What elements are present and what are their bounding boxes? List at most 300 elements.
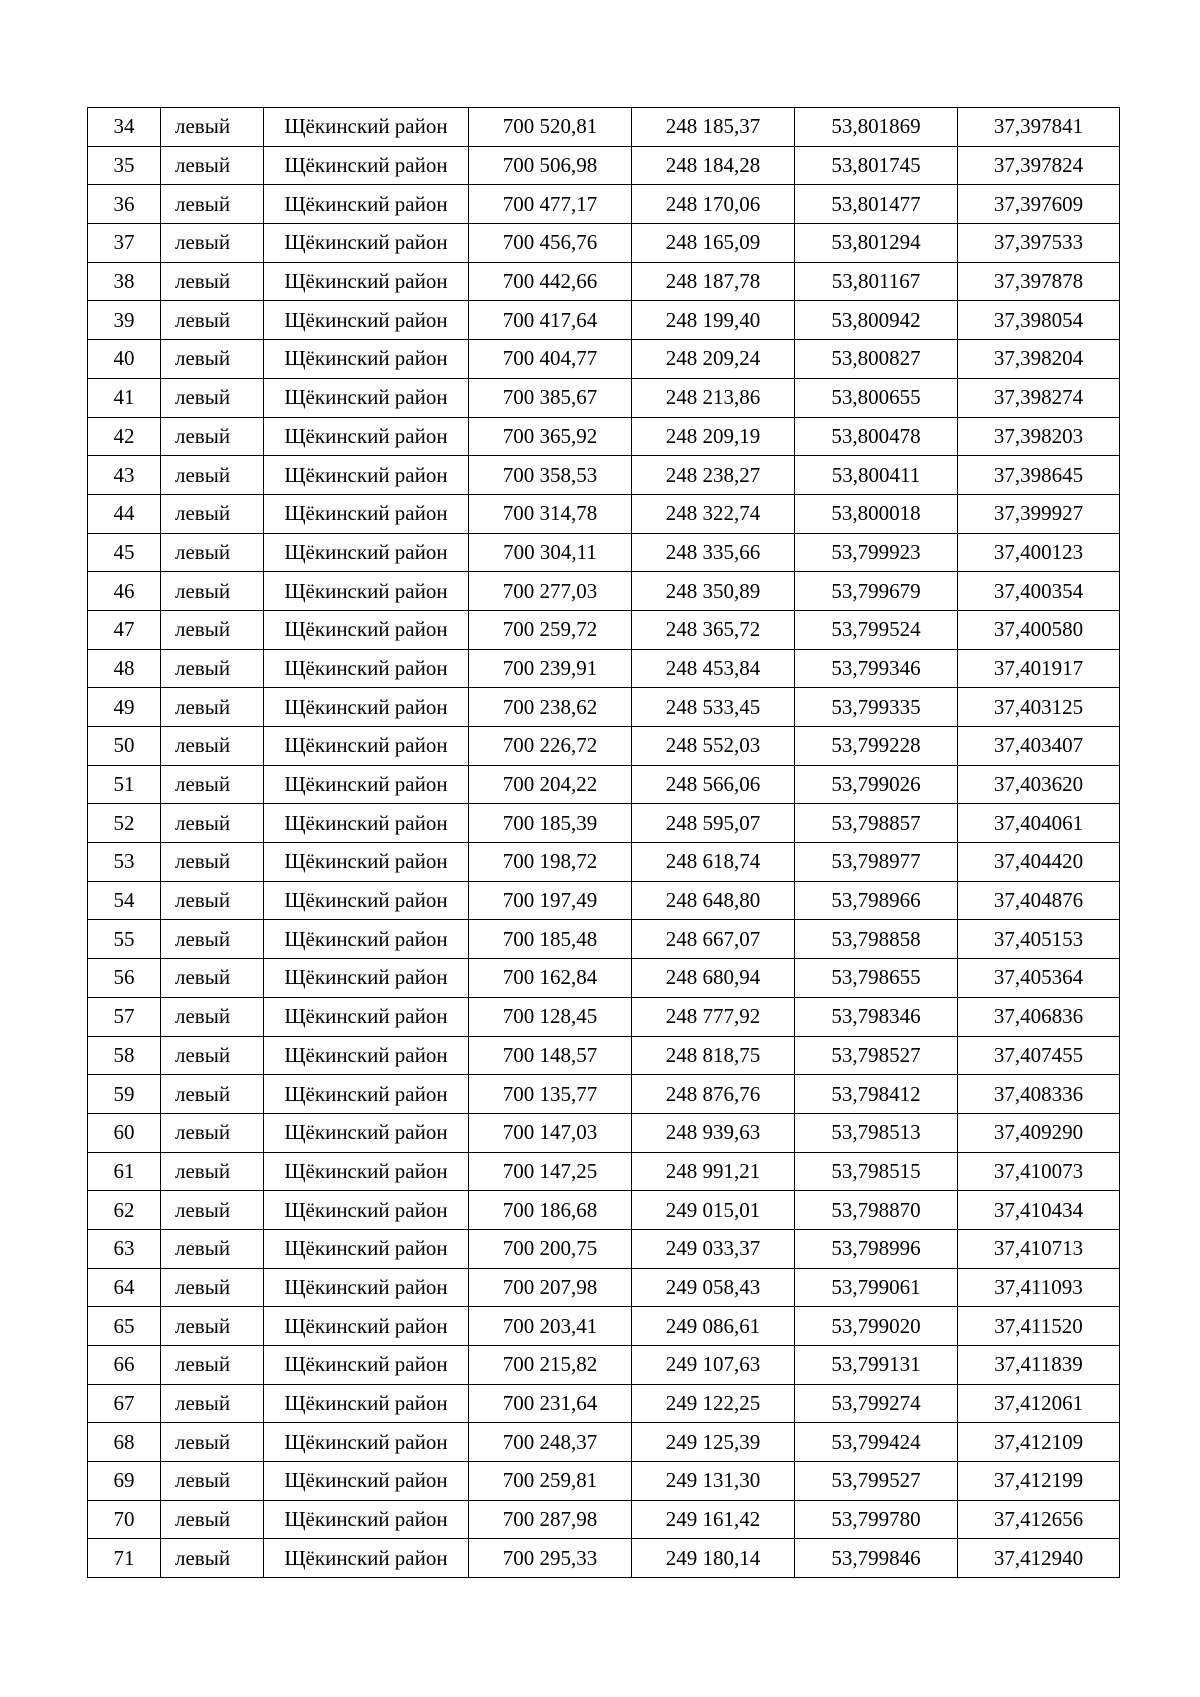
latitude-cell: 53,799424: [795, 1423, 958, 1462]
point-number-cell: 65: [88, 1307, 161, 1346]
latitude-cell: 53,798513: [795, 1113, 958, 1152]
y-coordinate-cell: 248 350,89: [632, 572, 795, 611]
district-cell: Щёкинский район: [264, 688, 469, 727]
longitude-cell: 37,405364: [958, 959, 1120, 998]
x-coordinate-cell: 700 198,72: [469, 843, 632, 882]
district-cell: Щёкинский район: [264, 1268, 469, 1307]
bank-side-cell: левый: [161, 843, 264, 882]
table-row: [88, 572, 1120, 611]
bank-side-cell: левый: [161, 340, 264, 379]
latitude-cell: 53,799679: [795, 572, 958, 611]
table-row: [88, 417, 1120, 456]
bank-side-cell: левый: [161, 649, 264, 688]
longitude-cell: 37,412061: [958, 1384, 1120, 1423]
district-cell: Щёкинский район: [264, 881, 469, 920]
latitude-cell: 53,798655: [795, 959, 958, 998]
latitude-cell: 53,801294: [795, 224, 958, 263]
table-row: [88, 146, 1120, 185]
longitude-cell: 37,404061: [958, 804, 1120, 843]
point-number-cell: 52: [88, 804, 161, 843]
latitude-cell: 53,799527: [795, 1462, 958, 1501]
x-coordinate-cell: 700 404,77: [469, 340, 632, 379]
x-coordinate-cell: 700 162,84: [469, 959, 632, 998]
x-coordinate-cell: 700 238,62: [469, 688, 632, 727]
longitude-cell: 37,400354: [958, 572, 1120, 611]
district-cell: Щёкинский район: [264, 1113, 469, 1152]
longitude-cell: 37,404876: [958, 881, 1120, 920]
bank-side-cell: левый: [161, 301, 264, 340]
longitude-cell: 37,397878: [958, 262, 1120, 301]
district-cell: Щёкинский район: [264, 1423, 469, 1462]
district-cell: Щёкинский район: [264, 920, 469, 959]
bank-side-cell: левый: [161, 1075, 264, 1114]
bank-side-cell: левый: [161, 1191, 264, 1230]
latitude-cell: 53,798515: [795, 1152, 958, 1191]
bank-side-cell: левый: [161, 494, 264, 533]
latitude-cell: 53,799846: [795, 1539, 958, 1578]
x-coordinate-cell: 700 135,77: [469, 1075, 632, 1114]
y-coordinate-cell: 248 238,27: [632, 456, 795, 495]
bank-side-cell: левый: [161, 804, 264, 843]
district-cell: Щёкинский район: [264, 765, 469, 804]
longitude-cell: 37,409290: [958, 1113, 1120, 1152]
y-coordinate-cell: 248 184,28: [632, 146, 795, 185]
point-number-cell: 55: [88, 920, 161, 959]
x-coordinate-cell: 700 231,64: [469, 1384, 632, 1423]
point-number-cell: 57: [88, 997, 161, 1036]
y-coordinate-cell: 248 777,92: [632, 997, 795, 1036]
y-coordinate-cell: 248 453,84: [632, 649, 795, 688]
table-row: [88, 843, 1120, 882]
point-number-cell: 35: [88, 146, 161, 185]
latitude-cell: 53,800478: [795, 417, 958, 456]
district-cell: Щёкинский район: [264, 1036, 469, 1075]
longitude-cell: 37,404420: [958, 843, 1120, 882]
y-coordinate-cell: 248 618,74: [632, 843, 795, 882]
bank-side-cell: левый: [161, 456, 264, 495]
point-number-cell: 71: [88, 1539, 161, 1578]
district-cell: Щёкинский район: [264, 1500, 469, 1539]
bank-side-cell: левый: [161, 610, 264, 649]
table-row: [88, 378, 1120, 417]
table-row: [88, 881, 1120, 920]
district-cell: Щёкинский район: [264, 1307, 469, 1346]
longitude-cell: 37,407455: [958, 1036, 1120, 1075]
x-coordinate-cell: 700 185,48: [469, 920, 632, 959]
point-number-cell: 53: [88, 843, 161, 882]
coordinates-table-body: [88, 108, 1120, 1578]
y-coordinate-cell: 249 015,01: [632, 1191, 795, 1230]
bank-side-cell: левый: [161, 185, 264, 224]
x-coordinate-cell: 700 477,17: [469, 185, 632, 224]
point-number-cell: 34: [88, 108, 161, 147]
bank-side-cell: левый: [161, 688, 264, 727]
district-cell: Щёкинский район: [264, 378, 469, 417]
point-number-cell: 59: [88, 1075, 161, 1114]
latitude-cell: 53,798996: [795, 1229, 958, 1268]
x-coordinate-cell: 700 295,33: [469, 1539, 632, 1578]
district-cell: Щёкинский район: [264, 262, 469, 301]
point-number-cell: 58: [88, 1036, 161, 1075]
y-coordinate-cell: 248 876,76: [632, 1075, 795, 1114]
district-cell: Щёкинский район: [264, 494, 469, 533]
latitude-cell: 53,800942: [795, 301, 958, 340]
y-coordinate-cell: 249 107,63: [632, 1346, 795, 1385]
x-coordinate-cell: 700 314,78: [469, 494, 632, 533]
longitude-cell: 37,397533: [958, 224, 1120, 263]
longitude-cell: 37,411093: [958, 1268, 1120, 1307]
latitude-cell: 53,801745: [795, 146, 958, 185]
x-coordinate-cell: 700 226,72: [469, 727, 632, 766]
district-cell: Щёкинский район: [264, 997, 469, 1036]
latitude-cell: 53,798412: [795, 1075, 958, 1114]
x-coordinate-cell: 700 185,39: [469, 804, 632, 843]
latitude-cell: 53,800411: [795, 456, 958, 495]
point-number-cell: 64: [88, 1268, 161, 1307]
table-row: [88, 688, 1120, 727]
bank-side-cell: левый: [161, 533, 264, 572]
district-cell: Щёкинский район: [264, 146, 469, 185]
y-coordinate-cell: 249 125,39: [632, 1423, 795, 1462]
table-row: [88, 1500, 1120, 1539]
longitude-cell: 37,410073: [958, 1152, 1120, 1191]
latitude-cell: 53,798857: [795, 804, 958, 843]
bank-side-cell: левый: [161, 146, 264, 185]
point-number-cell: 38: [88, 262, 161, 301]
district-cell: Щёкинский район: [264, 1075, 469, 1114]
longitude-cell: 37,412109: [958, 1423, 1120, 1462]
y-coordinate-cell: 248 667,07: [632, 920, 795, 959]
longitude-cell: 37,398054: [958, 301, 1120, 340]
latitude-cell: 53,799335: [795, 688, 958, 727]
longitude-cell: 37,398204: [958, 340, 1120, 379]
bank-side-cell: левый: [161, 1268, 264, 1307]
latitude-cell: 53,801477: [795, 185, 958, 224]
latitude-cell: 53,799026: [795, 765, 958, 804]
table-row: [88, 959, 1120, 998]
y-coordinate-cell: 248 552,03: [632, 727, 795, 766]
point-number-cell: 67: [88, 1384, 161, 1423]
point-number-cell: 66: [88, 1346, 161, 1385]
bank-side-cell: левый: [161, 1307, 264, 1346]
longitude-cell: 37,401917: [958, 649, 1120, 688]
bank-side-cell: левый: [161, 417, 264, 456]
table-row: [88, 224, 1120, 263]
point-number-cell: 70: [88, 1500, 161, 1539]
point-number-cell: 54: [88, 881, 161, 920]
bank-side-cell: левый: [161, 1539, 264, 1578]
x-coordinate-cell: 700 207,98: [469, 1268, 632, 1307]
latitude-cell: 53,798977: [795, 843, 958, 882]
longitude-cell: 37,399927: [958, 494, 1120, 533]
point-number-cell: 46: [88, 572, 161, 611]
point-number-cell: 56: [88, 959, 161, 998]
district-cell: Щёкинский район: [264, 301, 469, 340]
table-row: [88, 649, 1120, 688]
table-row: [88, 456, 1120, 495]
point-number-cell: 36: [88, 185, 161, 224]
bank-side-cell: левый: [161, 1152, 264, 1191]
district-cell: Щёкинский район: [264, 1462, 469, 1501]
y-coordinate-cell: 248 170,06: [632, 185, 795, 224]
bank-side-cell: левый: [161, 881, 264, 920]
y-coordinate-cell: 248 209,24: [632, 340, 795, 379]
x-coordinate-cell: 700 520,81: [469, 108, 632, 147]
table-row: [88, 262, 1120, 301]
bank-side-cell: левый: [161, 1229, 264, 1268]
longitude-cell: 37,412940: [958, 1539, 1120, 1578]
district-cell: Щёкинский район: [264, 108, 469, 147]
longitude-cell: 37,403407: [958, 727, 1120, 766]
longitude-cell: 37,397609: [958, 185, 1120, 224]
y-coordinate-cell: 249 161,42: [632, 1500, 795, 1539]
x-coordinate-cell: 700 203,41: [469, 1307, 632, 1346]
x-coordinate-cell: 700 147,25: [469, 1152, 632, 1191]
table-row: [88, 533, 1120, 572]
longitude-cell: 37,406836: [958, 997, 1120, 1036]
table-row: [88, 610, 1120, 649]
latitude-cell: 53,801167: [795, 262, 958, 301]
y-coordinate-cell: 249 058,43: [632, 1268, 795, 1307]
x-coordinate-cell: 700 259,81: [469, 1462, 632, 1501]
point-number-cell: 63: [88, 1229, 161, 1268]
bank-side-cell: левый: [161, 1036, 264, 1075]
y-coordinate-cell: 248 199,40: [632, 301, 795, 340]
latitude-cell: 53,798858: [795, 920, 958, 959]
bank-side-cell: левый: [161, 959, 264, 998]
district-cell: Щёкинский район: [264, 1346, 469, 1385]
point-number-cell: 68: [88, 1423, 161, 1462]
y-coordinate-cell: 248 533,45: [632, 688, 795, 727]
district-cell: Щёкинский район: [264, 843, 469, 882]
table-row: [88, 1423, 1120, 1462]
latitude-cell: 53,799524: [795, 610, 958, 649]
x-coordinate-cell: 700 277,03: [469, 572, 632, 611]
x-coordinate-cell: 700 358,53: [469, 456, 632, 495]
x-coordinate-cell: 700 186,68: [469, 1191, 632, 1230]
district-cell: Щёкинский район: [264, 1191, 469, 1230]
y-coordinate-cell: 248 818,75: [632, 1036, 795, 1075]
point-number-cell: 44: [88, 494, 161, 533]
bank-side-cell: левый: [161, 1423, 264, 1462]
latitude-cell: 53,801869: [795, 108, 958, 147]
district-cell: Щёкинский район: [264, 727, 469, 766]
longitude-cell: 37,403620: [958, 765, 1120, 804]
table-row: [88, 1384, 1120, 1423]
longitude-cell: 37,412199: [958, 1462, 1120, 1501]
y-coordinate-cell: 248 566,06: [632, 765, 795, 804]
bank-side-cell: левый: [161, 727, 264, 766]
longitude-cell: 37,403125: [958, 688, 1120, 727]
point-number-cell: 50: [88, 727, 161, 766]
bank-side-cell: левый: [161, 262, 264, 301]
longitude-cell: 37,400580: [958, 610, 1120, 649]
latitude-cell: 53,798527: [795, 1036, 958, 1075]
longitude-cell: 37,410713: [958, 1229, 1120, 1268]
bank-side-cell: левый: [161, 920, 264, 959]
latitude-cell: 53,800018: [795, 494, 958, 533]
point-number-cell: 43: [88, 456, 161, 495]
table-row: [88, 1152, 1120, 1191]
point-number-cell: 48: [88, 649, 161, 688]
y-coordinate-cell: 248 185,37: [632, 108, 795, 147]
point-number-cell: 40: [88, 340, 161, 379]
point-number-cell: 42: [88, 417, 161, 456]
longitude-cell: 37,408336: [958, 1075, 1120, 1114]
bank-side-cell: левый: [161, 1113, 264, 1152]
latitude-cell: 53,798346: [795, 997, 958, 1036]
latitude-cell: 53,799346: [795, 649, 958, 688]
x-coordinate-cell: 700 204,22: [469, 765, 632, 804]
table-row: [88, 1346, 1120, 1385]
y-coordinate-cell: 248 213,86: [632, 378, 795, 417]
bank-side-cell: левый: [161, 997, 264, 1036]
table-row: [88, 108, 1120, 147]
x-coordinate-cell: 700 197,49: [469, 881, 632, 920]
longitude-cell: 37,398645: [958, 456, 1120, 495]
y-coordinate-cell: 248 365,72: [632, 610, 795, 649]
table-row: [88, 1539, 1120, 1578]
district-cell: Щёкинский район: [264, 649, 469, 688]
longitude-cell: 37,411520: [958, 1307, 1120, 1346]
x-coordinate-cell: 700 239,91: [469, 649, 632, 688]
table-row: [88, 765, 1120, 804]
point-number-cell: 60: [88, 1113, 161, 1152]
y-coordinate-cell: 248 187,78: [632, 262, 795, 301]
district-cell: Щёкинский район: [264, 572, 469, 611]
latitude-cell: 53,799923: [795, 533, 958, 572]
latitude-cell: 53,799274: [795, 1384, 958, 1423]
bank-side-cell: левый: [161, 378, 264, 417]
table-row: [88, 1075, 1120, 1114]
table-row: [88, 1307, 1120, 1346]
latitude-cell: 53,799061: [795, 1268, 958, 1307]
district-cell: Щёкинский район: [264, 959, 469, 998]
x-coordinate-cell: 700 248,37: [469, 1423, 632, 1462]
district-cell: Щёкинский район: [264, 1152, 469, 1191]
table-row: [88, 727, 1120, 766]
latitude-cell: 53,800827: [795, 340, 958, 379]
table-row: [88, 494, 1120, 533]
longitude-cell: 37,400123: [958, 533, 1120, 572]
point-number-cell: 51: [88, 765, 161, 804]
longitude-cell: 37,410434: [958, 1191, 1120, 1230]
x-coordinate-cell: 700 442,66: [469, 262, 632, 301]
point-number-cell: 45: [88, 533, 161, 572]
longitude-cell: 37,398203: [958, 417, 1120, 456]
district-cell: Щёкинский район: [264, 1539, 469, 1578]
y-coordinate-cell: 249 122,25: [632, 1384, 795, 1423]
x-coordinate-cell: 700 287,98: [469, 1500, 632, 1539]
bank-side-cell: левый: [161, 1462, 264, 1501]
district-cell: Щёкинский район: [264, 417, 469, 456]
district-cell: Щёкинский район: [264, 185, 469, 224]
x-coordinate-cell: 700 456,76: [469, 224, 632, 263]
point-number-cell: 39: [88, 301, 161, 340]
point-number-cell: 61: [88, 1152, 161, 1191]
x-coordinate-cell: 700 147,03: [469, 1113, 632, 1152]
table-row: [88, 185, 1120, 224]
x-coordinate-cell: 700 385,67: [469, 378, 632, 417]
longitude-cell: 37,397824: [958, 146, 1120, 185]
table-row: [88, 997, 1120, 1036]
table-row: [88, 1268, 1120, 1307]
longitude-cell: 37,405153: [958, 920, 1120, 959]
longitude-cell: 37,397841: [958, 108, 1120, 147]
latitude-cell: 53,799228: [795, 727, 958, 766]
district-cell: Щёкинский район: [264, 456, 469, 495]
bank-side-cell: левый: [161, 1384, 264, 1423]
y-coordinate-cell: 249 086,61: [632, 1307, 795, 1346]
table-row: [88, 920, 1120, 959]
table-row: [88, 1462, 1120, 1501]
y-coordinate-cell: 248 335,66: [632, 533, 795, 572]
y-coordinate-cell: 248 595,07: [632, 804, 795, 843]
point-number-cell: 69: [88, 1462, 161, 1501]
y-coordinate-cell: 249 131,30: [632, 1462, 795, 1501]
district-cell: Щёкинский район: [264, 1229, 469, 1268]
bank-side-cell: левый: [161, 765, 264, 804]
latitude-cell: 53,800655: [795, 378, 958, 417]
y-coordinate-cell: 248 165,09: [632, 224, 795, 263]
y-coordinate-cell: 248 991,21: [632, 1152, 795, 1191]
table-row: [88, 1191, 1120, 1230]
table-row: [88, 1229, 1120, 1268]
longitude-cell: 37,411839: [958, 1346, 1120, 1385]
bank-side-cell: левый: [161, 108, 264, 147]
x-coordinate-cell: 700 304,11: [469, 533, 632, 572]
y-coordinate-cell: 249 180,14: [632, 1539, 795, 1578]
district-cell: Щёкинский район: [264, 610, 469, 649]
table-row: [88, 1113, 1120, 1152]
district-cell: Щёкинский район: [264, 340, 469, 379]
y-coordinate-cell: 248 209,19: [632, 417, 795, 456]
x-coordinate-cell: 700 417,64: [469, 301, 632, 340]
x-coordinate-cell: 700 365,92: [469, 417, 632, 456]
table-row: [88, 301, 1120, 340]
bank-side-cell: левый: [161, 1500, 264, 1539]
table-row: [88, 340, 1120, 379]
latitude-cell: 53,799131: [795, 1346, 958, 1385]
x-coordinate-cell: 700 506,98: [469, 146, 632, 185]
x-coordinate-cell: 700 259,72: [469, 610, 632, 649]
y-coordinate-cell: 248 680,94: [632, 959, 795, 998]
x-coordinate-cell: 700 200,75: [469, 1229, 632, 1268]
point-number-cell: 62: [88, 1191, 161, 1230]
x-coordinate-cell: 700 148,57: [469, 1036, 632, 1075]
point-number-cell: 41: [88, 378, 161, 417]
x-coordinate-cell: 700 128,45: [469, 997, 632, 1036]
district-cell: Щёкинский район: [264, 804, 469, 843]
table-row: [88, 1036, 1120, 1075]
y-coordinate-cell: 248 648,80: [632, 881, 795, 920]
bank-side-cell: левый: [161, 572, 264, 611]
district-cell: Щёкинский район: [264, 224, 469, 263]
bank-side-cell: левый: [161, 1346, 264, 1385]
district-cell: Щёкинский район: [264, 1384, 469, 1423]
point-number-cell: 47: [88, 610, 161, 649]
coordinates-table: [87, 107, 1120, 1578]
y-coordinate-cell: 248 322,74: [632, 494, 795, 533]
latitude-cell: 53,799020: [795, 1307, 958, 1346]
table-row: [88, 804, 1120, 843]
longitude-cell: 37,398274: [958, 378, 1120, 417]
latitude-cell: 53,799780: [795, 1500, 958, 1539]
longitude-cell: 37,412656: [958, 1500, 1120, 1539]
y-coordinate-cell: 248 939,63: [632, 1113, 795, 1152]
bank-side-cell: левый: [161, 224, 264, 263]
latitude-cell: 53,798870: [795, 1191, 958, 1230]
